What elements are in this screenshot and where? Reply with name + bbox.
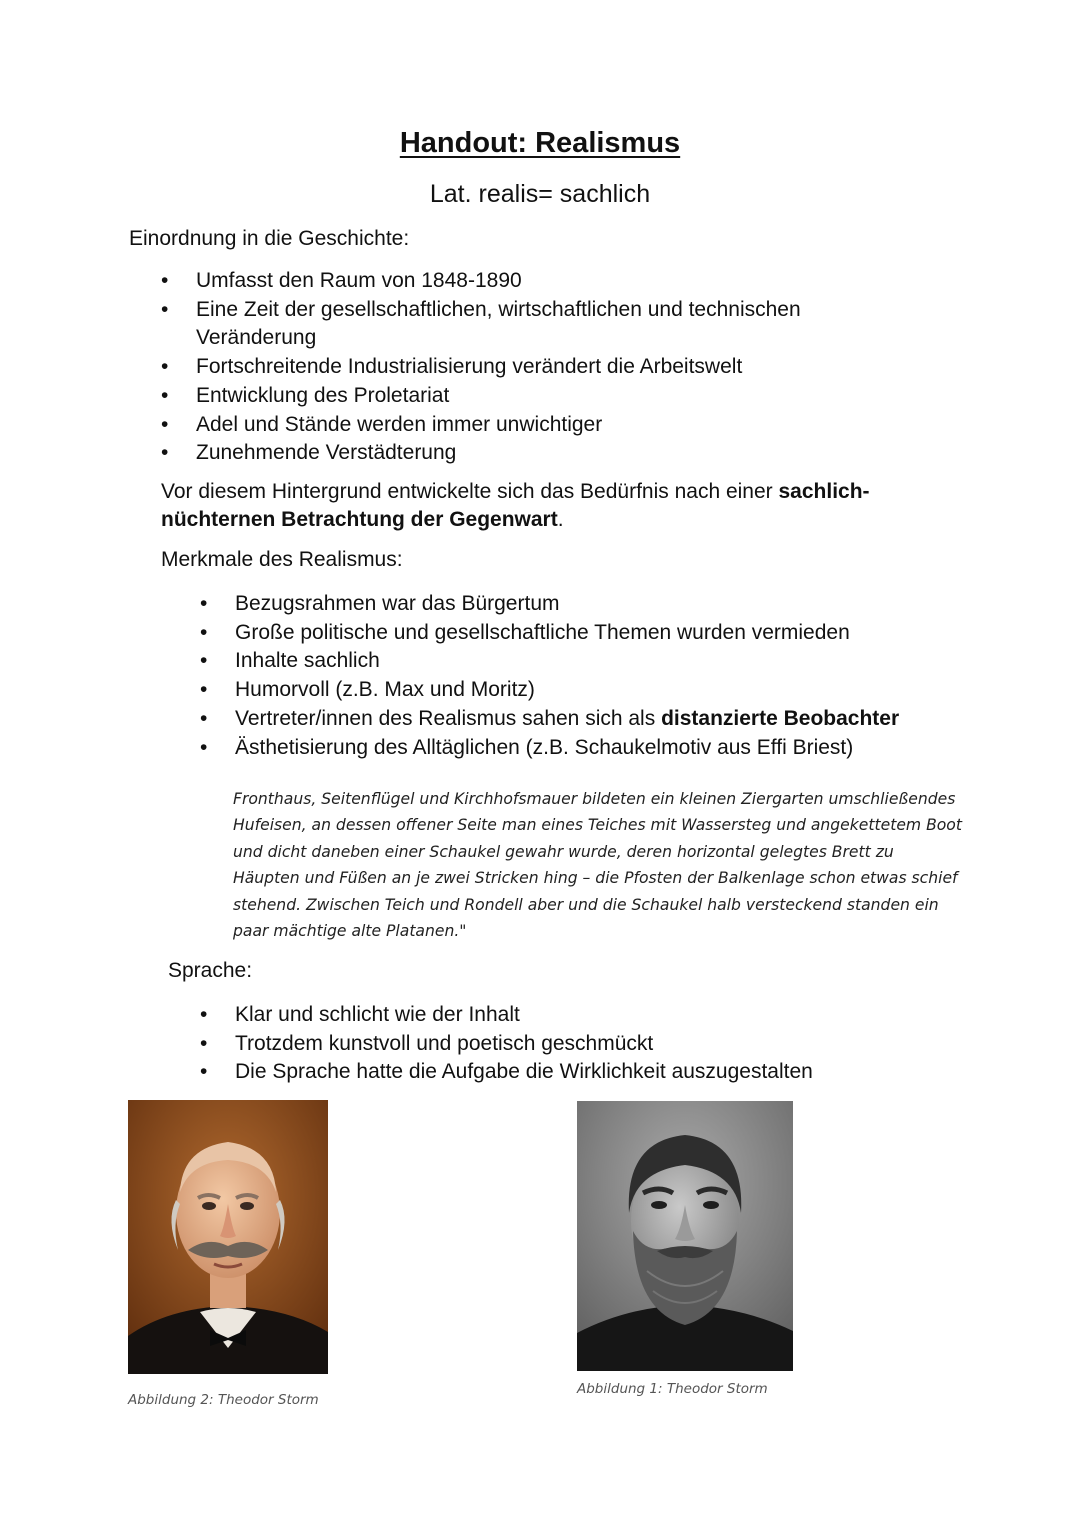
list-item-text: Vertreter/innen des Realismus sahen sich als (235, 706, 662, 730)
portrait-photo (577, 1101, 793, 1371)
list-item: • Inhalte sachlich (195, 647, 975, 676)
list-item: • Ästhetisierung des Alltäglichen (z.B. Schaukelmotiv aus Effi Briest) (195, 734, 975, 763)
list-item-emphasis: distanzierte Beobachter (661, 706, 900, 730)
list-item: • Zunehmende Verstädterung (156, 439, 856, 468)
page-subtitle: Lat. realis= sachlich (429, 180, 651, 208)
list-item: • Große politische und gesellschaftliche Themen wurden vermieden (195, 619, 975, 648)
effi-briest-quote: Fronthaus, Seitenflügel und Kirchhofsmauer bildeten ein kleinen Ziergarten umschließendes Hufeisen, an dessen offener Seite man eines Teiches mit Wassersteg und angekettetem Boot und dicht daneben einer Schaukel gewahr wurde, deren horizontal gelegtes Brett zu Häupten und Füßen an je zwei Stricken hing – die Pfosten der Balkenlage schon etwas schief stehend. Zwischen Teich und Rondell aber und die Schaukel halb versteckend standen ein paar mächtige alte Platanen." (233, 790, 962, 941)
list-item: • Trotzdem kunstvoll und poetisch geschmückt (195, 1030, 975, 1059)
list-item: • Bezugsrahmen war das Bürgertum (195, 590, 975, 619)
paragraph-text: Vor diesem Hintergrund entwickelte sich das Bedürfnis nach einer (161, 480, 779, 503)
list-item: • Eine Zeit der gesellschaftlichen, wirtschaftlichen und technischen Veränderung (156, 296, 856, 353)
paragraph-emphasis: sachlich-nüchternen Betrachtung der Gegenwart (161, 480, 870, 531)
list-item: • Umfasst den Raum von 1848-1890 (156, 267, 856, 296)
list-item: • Humorvoll (z.B. Max und Moritz) (195, 676, 975, 705)
context-paragraph (161, 478, 941, 534)
figure-caption-left: Abbildung 2: Theodor Storm (128, 1392, 319, 1408)
features-list (195, 590, 975, 762)
language-list (195, 1001, 975, 1087)
list-item: • Klar und schlicht wie der Inhalt (195, 1001, 975, 1030)
list-item: • Fortschreitende Industrialisierung verändert die Arbeitswelt (156, 353, 856, 382)
list-item (195, 705, 975, 734)
history-list (156, 267, 856, 468)
figure-caption-right: Abbildung 1: Theodor Storm (577, 1381, 768, 1397)
portrait-painting (128, 1100, 328, 1374)
list-item: • Die Sprache hatte die Aufgabe die Wirklichkeit auszugestalten (195, 1058, 975, 1087)
list-item: • Adel und Stände werden immer unwichtiger (156, 411, 856, 440)
history-heading: Einordnung in die Geschichte: (129, 227, 410, 250)
page-title: Handout: Realismus (399, 127, 681, 159)
paragraph-end: . (557, 508, 564, 531)
list-item: • Entwicklung des Proletariat (156, 382, 856, 411)
features-heading: Merkmale des Realismus: (161, 548, 403, 571)
language-heading: Sprache: (168, 959, 253, 982)
